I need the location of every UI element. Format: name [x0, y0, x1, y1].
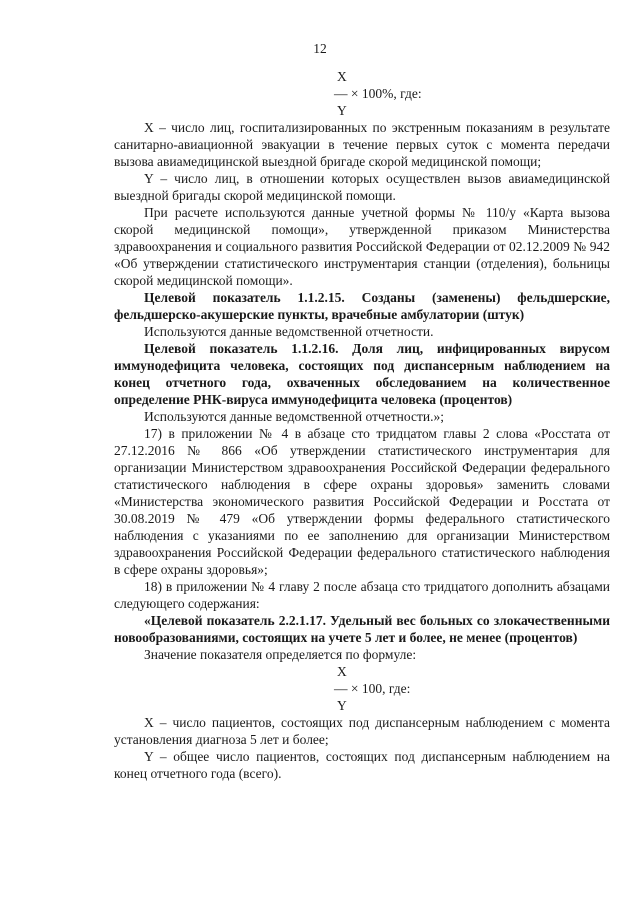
paragraph-formula-intro: Значение показателя определяется по формуле: — [144, 647, 417, 662]
paragraph-data-source-end: Используются данные ведомственной отчетности.»; — [144, 409, 444, 424]
document-body — [114, 68, 610, 782]
formula-numerator: X — [337, 664, 347, 679]
formula-ratio — [114, 663, 610, 714]
heading-indicator-1-1-2-15: Целевой показатель 1.1.2.15. Созданы (заменены) фельдшерские, фельдшерско-акушерские пункты, врачебные амбулатории (штук) — [114, 290, 610, 322]
paragraph-data-source: Используются данные ведомственной отчетности. — [144, 324, 434, 339]
paragraph-x-patients: X – число пациентов, состоящих под диспансерным наблюдением с момента установления диагноза 5 лет и более; — [114, 715, 610, 747]
formula-numerator: X — [337, 69, 347, 84]
formula-denominator: Y — [337, 698, 347, 713]
paragraph-item-18: 18) в приложении № 4 главу 2 после абзаца сто тридцатого дополнить абзацами следующего содержания: — [114, 579, 610, 611]
heading-indicator-1-1-2-16: Целевой показатель 1.1.2.16. Доля лиц, инфицированных вирусом иммунодефицита человека, состоящих под диспансерным наблюдением на конец отчетного года, охваченных обследованием на количественное определение РНК-вируса иммунодефицита человека (процентов) — [114, 341, 610, 407]
formula-fraction-line: — × 100, где: — [334, 681, 411, 696]
paragraph-x-definition: X – число лиц, госпитализированных по экстренным показаниям в результате санитарно-авиационной эвакуации в течение первых суток с момента передачи вызова авиамедицинской выездной бригаде скорой медицинской помощи; — [114, 120, 610, 169]
formula-fraction-line: — × 100%, где: — [334, 86, 422, 101]
formula-denominator: Y — [337, 103, 347, 118]
paragraph-y-definition: Y – число лиц, в отношении которых осуществлен вызов авиамедицинской выездной бригады скорой медицинской помощи. — [114, 171, 610, 203]
page-number: 12 — [313, 41, 327, 56]
heading-indicator-2-2-1-17: «Целевой показатель 2.2.1.17. Удельный вес больных со злокачественными новообразованиями, состоящих на учете 5 лет и более, не менее (процентов) — [114, 613, 610, 645]
formula-percent — [114, 68, 610, 119]
paragraph-y-patients: Y – общее число пациентов, состоящих под диспансерным наблюдением на конец отчетного года (всего). — [114, 749, 610, 781]
paragraph-calculation-source: При расчете используются данные учетной формы № 110/у «Карта вызова скорой медицинской помощи», утвержденной приказом Министерства здравоохранения и социального развития Российской Федерации от 02.12.2009 № 942 «Об утверждении статистического инструментария станции (отделения), больницы скорой медицинской помощи». — [114, 205, 610, 288]
paragraph-item-17: 17) в приложении № 4 в абзаце сто тридцатом главы 2 слова «Росстата от 27.12.2016 № 866 «Об утверждении статистического инструментария для организации Министерством здравоохранения Российской Федерации федерального статистического наблюдения в сфере охраны здоровья» заменить словами «Министерства экономического развития Российской Федерации и Росстата от 30.08.2019 № 479 «Об утверждении формы федерального статистического наблюдения с указаниями по ее заполнению для организации Министерством здравоохранения Российской Федерации федерального статистического наблюдения в сфере охраны здоровья»; — [114, 426, 610, 577]
